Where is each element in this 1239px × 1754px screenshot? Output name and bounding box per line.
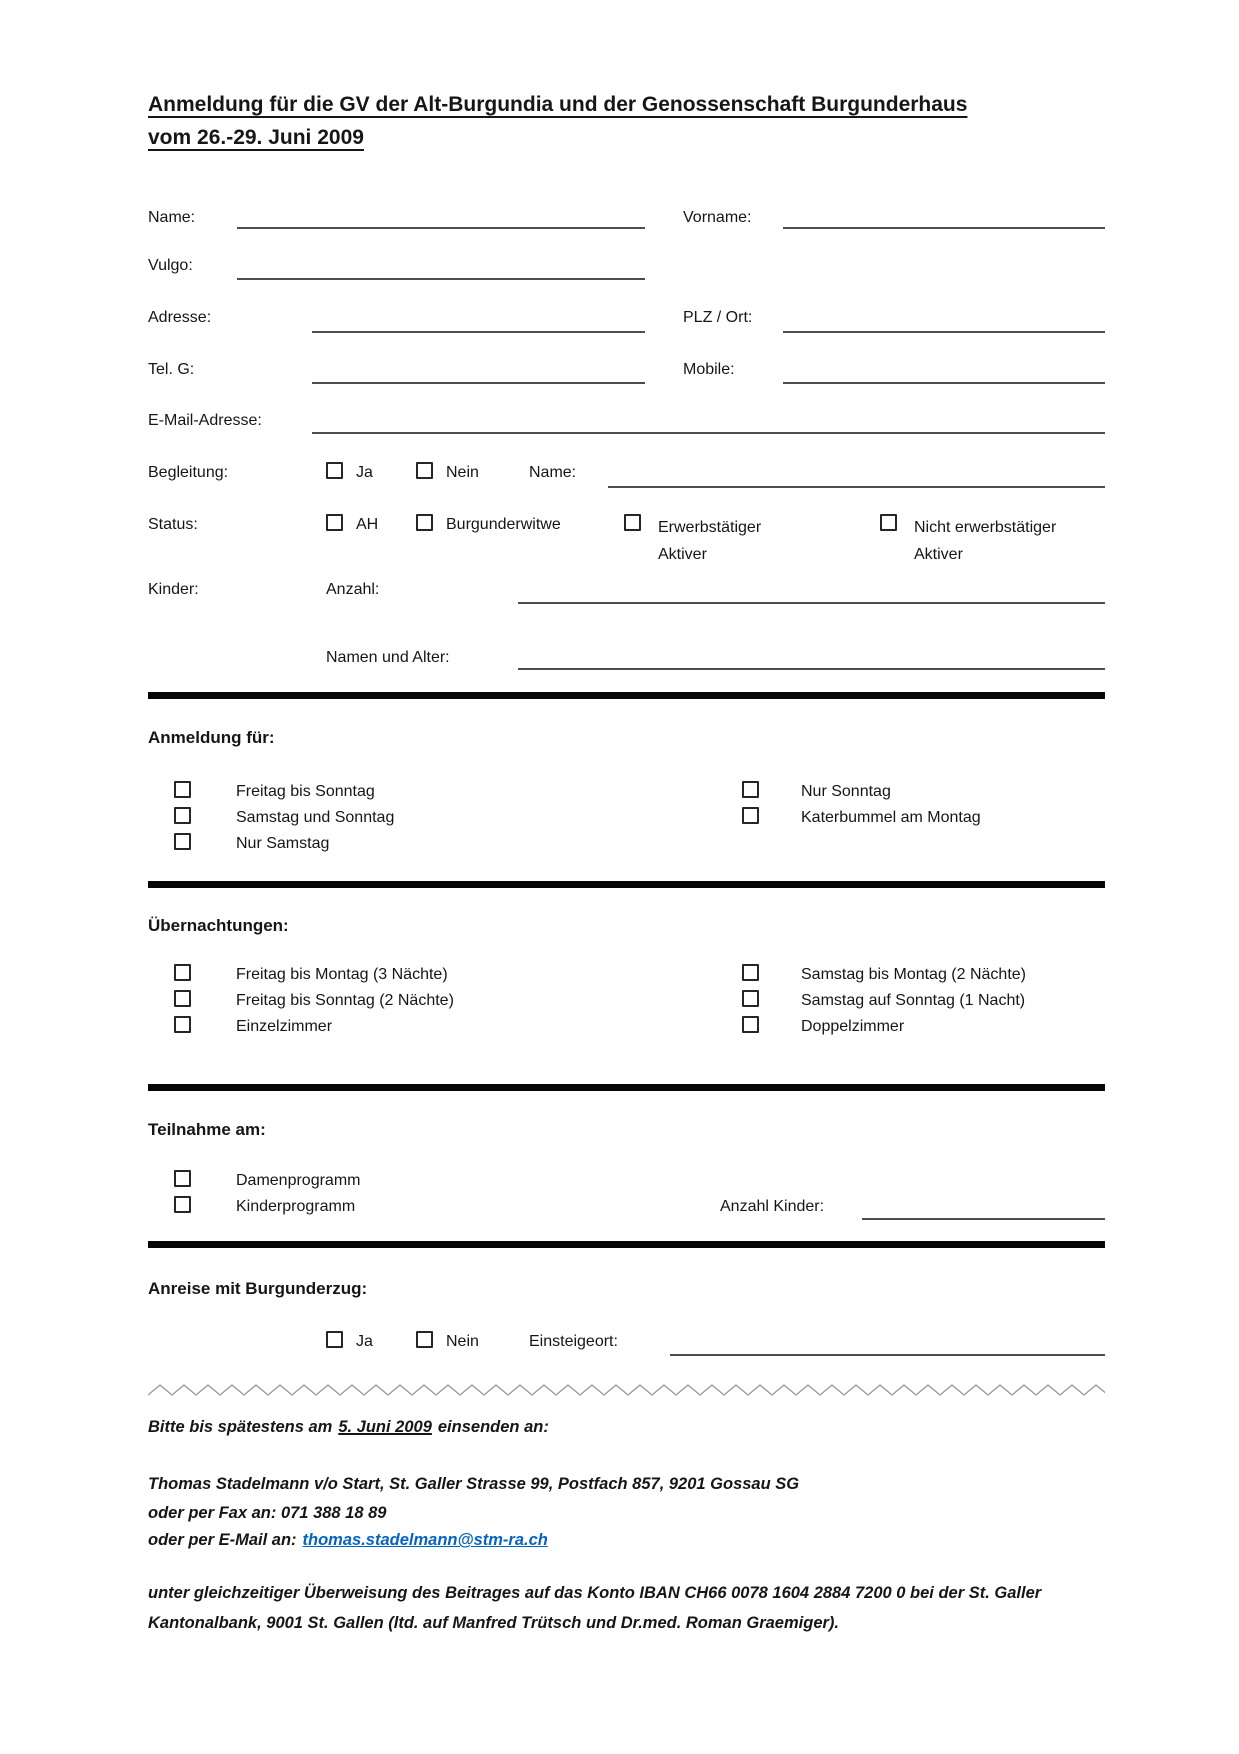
deadline-line [148,1418,549,1437]
anmeldung-fr-so-label: Freitag bis Sonntag [236,783,375,800]
page-title-line1: Anmeldung für die GV der Alt-Burgundia und der Genossenschaft Burgunderhaus [148,93,968,116]
deadline-date: 5. Juni 2009 [338,1418,432,1436]
begleitung-nein-checkbox[interactable] [416,462,433,479]
section-divider [148,1241,1105,1248]
vulgo-label: Vulgo: [148,257,193,274]
fax-line: oder per Fax an: 071 388 18 89 [148,1504,387,1522]
teilnahme-damenprogramm-checkbox[interactable] [174,1170,191,1187]
deadline-prefix: Bitte bis spätestens am [148,1418,333,1436]
name-label: Name: [148,209,196,226]
teilnahme-damenprogramm-label: Damenprogramm [236,1172,361,1189]
kinder-label: Kinder: [148,581,199,598]
anreise-nein-label: Nein [446,1333,479,1350]
postal-address-line: Thomas Stadelmann v/o Start, St. Galler Strasse 99, Postfach 857, 9201 Gossau SG [148,1475,800,1493]
anmeldung-heading: Anmeldung für: [148,728,275,747]
email-link[interactable]: thomas.stadelmann@stm-ra.ch [302,1531,548,1549]
uebernachtung-fr-mo-checkbox[interactable] [174,964,191,981]
anmeldung-nur-sa-label: Nur Samstag [236,835,330,852]
name-field-line[interactable] [237,227,645,229]
anmeldung-sa-so-checkbox[interactable] [174,807,191,824]
anzahl-kinder-label: Anzahl Kinder: [720,1198,825,1215]
plz-ort-field-line[interactable] [783,331,1105,333]
anzahl-label: Anzahl: [326,581,380,598]
mobile-field-line[interactable] [783,382,1105,384]
uebernachtung-fr-mo-label: Freitag bis Montag (3 Nächte) [236,966,448,983]
begleitung-label: Begleitung: [148,464,229,481]
anmeldung-fr-so-checkbox[interactable] [174,781,191,798]
uebernachtung-sa-so-checkbox[interactable] [742,990,759,1007]
anreise-ja-checkbox[interactable] [326,1331,343,1348]
begleitung-ja-checkbox[interactable] [326,462,343,479]
status-label: Status: [148,516,198,533]
status-ah-checkbox[interactable] [326,514,343,531]
status-nicht-erwerbstaetiger-label: Nicht erwerbstätiger Aktiver [914,519,1057,563]
adresse-label: Adresse: [148,309,212,326]
anmeldung-nur-so-checkbox[interactable] [742,781,759,798]
anzahl-field-line[interactable] [518,602,1105,604]
cut-here-zigzag-line [148,1383,1105,1399]
anreise-nein-checkbox[interactable] [416,1331,433,1348]
uebernachtung-sa-mo-checkbox[interactable] [742,964,759,981]
teilnahme-heading: Teilnahme am: [148,1120,266,1139]
teilnahme-kinderprogramm-checkbox[interactable] [174,1196,191,1213]
uebernachtung-doppelzimmer-label: Doppelzimmer [801,1018,905,1035]
section-divider [148,692,1105,699]
anmeldung-nur-so-label: Nur Sonntag [801,783,891,800]
anmeldung-sa-so-label: Samstag und Sonntag [236,809,395,826]
vorname-label: Vorname: [683,209,752,226]
einsteigeort-label: Einsteigeort: [529,1333,618,1350]
tel-g-label: Tel. G: [148,361,195,378]
uebernachtung-sa-mo-label: Samstag bis Montag (2 Nächte) [801,966,1026,983]
adresse-field-line[interactable] [312,331,645,333]
anreise-heading: Anreise mit Burgunderzug: [148,1279,368,1298]
anmeldung-nur-sa-checkbox[interactable] [174,833,191,850]
uebernachtungen-heading: Übernachtungen: [148,916,289,935]
einsteigeort-field-line[interactable] [670,1354,1105,1356]
section-divider [148,881,1105,888]
deadline-suffix: einsenden an: [437,1418,549,1436]
status-nicht-erwerbstaetiger-checkbox[interactable] [880,514,897,531]
plz-ort-label: PLZ / Ort: [683,309,753,326]
begleitung-nein-label: Nein [446,464,479,481]
teilnahme-kinderprogramm-label: Kinderprogramm [236,1198,356,1215]
anmeldung-katerbummel-checkbox[interactable] [742,807,759,824]
mobile-label: Mobile: [683,361,735,378]
begleitung-name-label: Name: [529,464,577,481]
uebernachtung-einzelzimmer-checkbox[interactable] [174,1016,191,1033]
email-label: E-Mail-Adresse: [148,412,262,429]
page-title-line2: vom 26.-29. Juni 2009 [148,126,364,149]
payment-note: unter gleichzeitiger Überweisung des Beitrages auf das Konto IBAN CH66 0078 1604 2884 7200 0 bei der St. Galler Kantonalbank, 9001 St. Gallen (ltd. auf Manfred Trütsch und Dr.med. Roman Graemiger). [148,1584,1042,1632]
uebernachtung-sa-so-label: Samstag auf Sonntag (1 Nacht) [801,992,1026,1009]
status-burgunderwitwe-label: Burgunderwitwe [446,516,561,533]
begleitung-ja-label: Ja [356,464,373,481]
status-erwerbstaetiger-checkbox[interactable] [624,514,641,531]
namen-alter-label: Namen und Alter: [326,649,450,666]
anzahl-kinder-field-line[interactable] [862,1218,1105,1220]
status-erwerbstaetiger-label: Erwerbstätiger Aktiver [658,519,762,563]
uebernachtung-fr-so-label: Freitag bis Sonntag (2 Nächte) [236,992,454,1009]
email-field-line[interactable] [312,432,1105,434]
uebernachtung-fr-so-checkbox[interactable] [174,990,191,1007]
uebernachtung-doppelzimmer-checkbox[interactable] [742,1016,759,1033]
section-divider [148,1084,1105,1091]
page-title [148,88,967,154]
anreise-ja-label: Ja [356,1333,373,1350]
tel-g-field-line[interactable] [312,382,645,384]
email-line [148,1531,548,1550]
uebernachtung-einzelzimmer-label: Einzelzimmer [236,1018,333,1035]
begleitung-name-field-line[interactable] [608,486,1105,488]
status-burgunderwitwe-checkbox[interactable] [416,514,433,531]
vorname-field-line[interactable] [783,227,1105,229]
email-prefix: oder per E-Mail an: [148,1531,297,1549]
vulgo-field-line[interactable] [237,278,645,280]
anmeldung-katerbummel-label: Katerbummel am Montag [801,809,981,826]
status-ah-label: AH [356,516,379,533]
namen-alter-field-line[interactable] [518,668,1105,670]
